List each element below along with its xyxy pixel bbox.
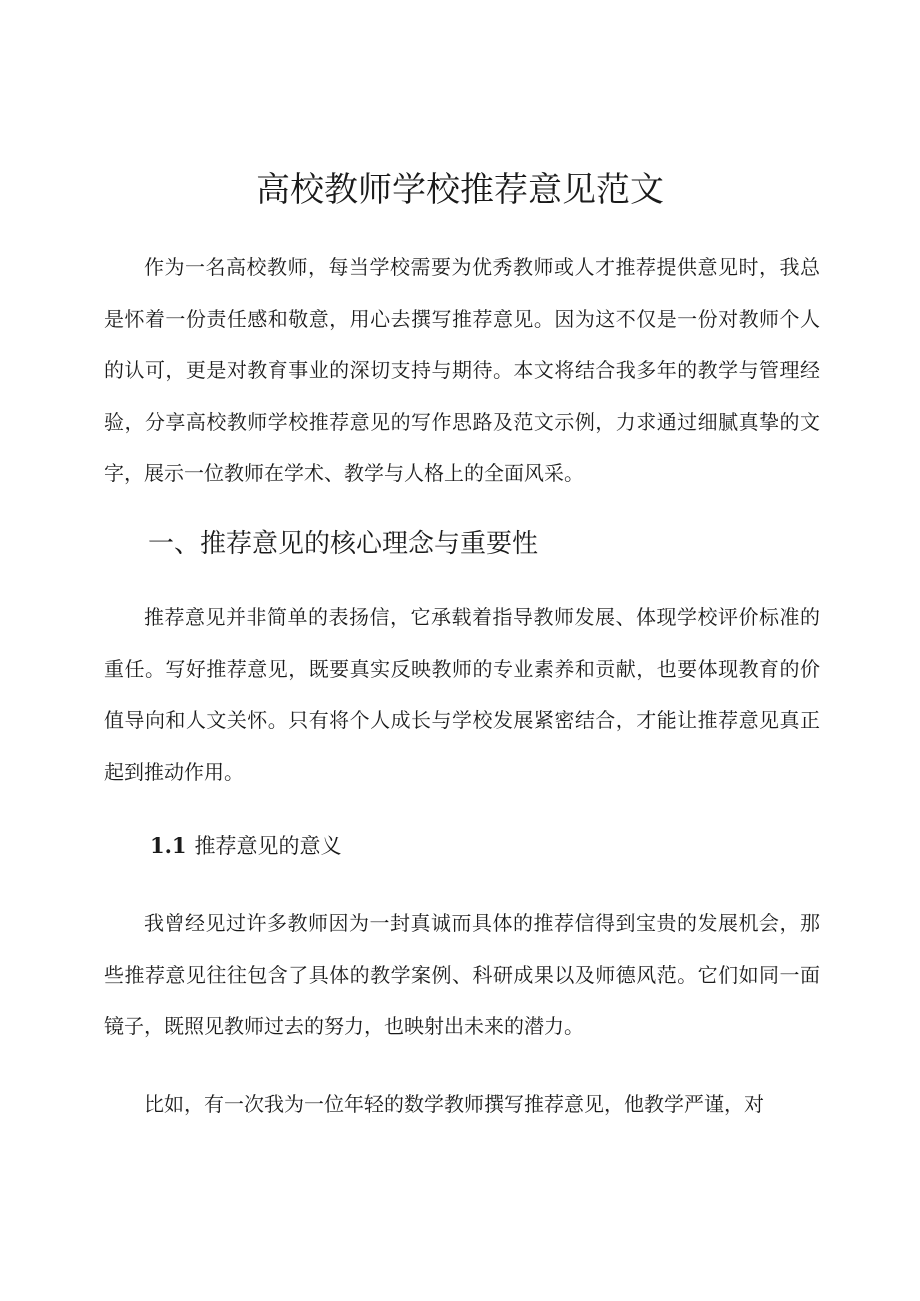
subsection-heading-text: 推荐意见的意义 <box>194 834 342 858</box>
section-heading-1: 一、推荐意见的核心理念与重要性 <box>148 529 539 559</box>
subsection-1-1-paragraph-2: 比如，有一次我为一位年轻的数学教师撰写推荐意见，他教学严谨，对 <box>144 1092 764 1116</box>
subsection-number: 1.1 <box>150 833 187 858</box>
subsection-heading-1-1 <box>150 826 342 866</box>
section-1-paragraph: 推荐意见并非简单的表扬信，它承载着指导教师发展、体现学校评价标准的重任。写好推荐意见，既要真实反映教师的专业素养和贡献，也要体现教育的价值导向和人文关怀。只有将个人成长与学校发展紧密结合，才能让推荐意见真正起到推动作用。 <box>104 605 820 784</box>
subsection-1-1-paragraph-1: 我曾经见过许多教师因为一封真诚而具体的推荐信得到宝贵的发展机会，那些推荐意见往往包含了具体的教学案例、科研成果以及师德风范。它们如同一面镜子，既照见教师过去的努力，也映射出未来的潜力。 <box>104 911 820 1038</box>
document-title: 高校教师学校推荐意见范文 <box>256 170 664 210</box>
intro-paragraph: 作为一名高校教师，每当学校需要为优秀教师或人才推荐提供意见时，我总是怀着一份责任感和敬意，用心去撰写推荐意见。因为这不仅是一份对教师个人的认可，更是对教育事业的深切支持与期待。本文将结合我多年的教学与管理经验，分享高校教师学校推荐意见的写作思路及范文示例，力求通过细腻真挚的文字，展示一位教师在学术、教学与人格上的全面风采。 <box>104 255 820 485</box>
